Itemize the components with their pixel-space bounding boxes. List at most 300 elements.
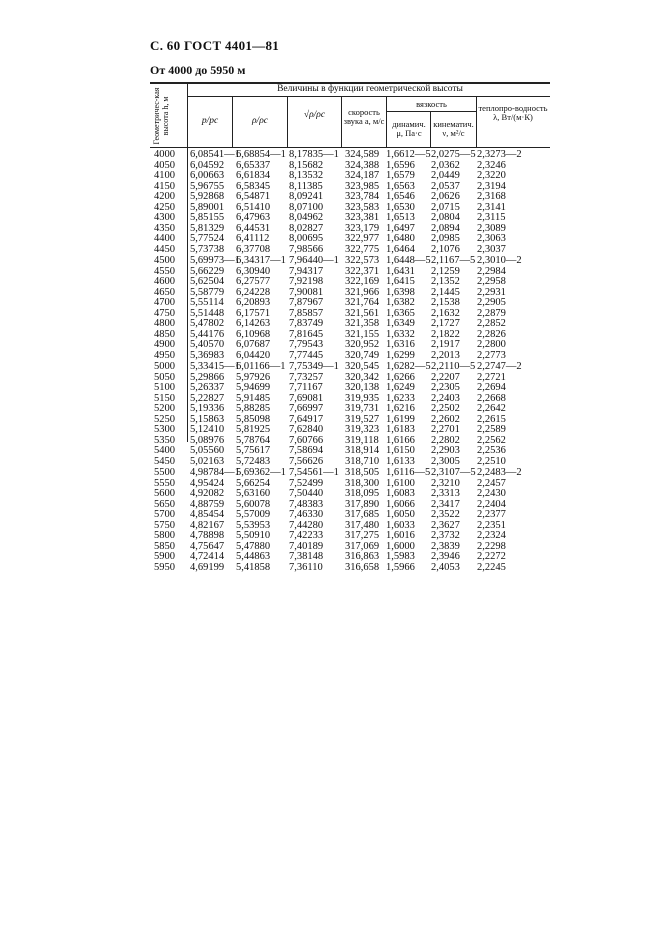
cell-rho: 6,07687	[236, 339, 271, 350]
cell-sqrt: 7,44280	[289, 519, 324, 531]
cell-rho: 6,58345	[236, 180, 271, 192]
cell-a: 322,775	[345, 243, 380, 255]
cell-rho: 5,85098	[236, 413, 271, 425]
cell-lam: 2,2879	[477, 307, 506, 319]
cell-p: 5,96755	[190, 180, 225, 192]
cell-nu: 2,1076	[431, 243, 460, 255]
cell-p: 5,29866	[190, 371, 225, 383]
cell-sqrt: 7,94317	[289, 265, 324, 277]
cell-lam: 2,2721	[477, 371, 506, 383]
col-thermal-label: теплопро-водность λ, Вт/(м·К)	[478, 103, 548, 122]
cell-h: 5100	[154, 382, 175, 393]
cell-nu: 2,4053	[431, 561, 460, 573]
cell-lam: 2,2510	[477, 455, 506, 467]
cell-mu: 1,6000	[386, 540, 415, 552]
cell-sqrt: 7,36110	[289, 561, 323, 573]
cell-nu: 2,2903	[431, 445, 460, 456]
cell-lam: 2,3037	[477, 243, 506, 255]
cell-a: 322,977	[345, 233, 380, 244]
cell-h: 5800	[154, 530, 175, 541]
cell-lam: 2,3089	[477, 222, 506, 234]
cell-mu: 1,6316	[386, 339, 415, 350]
cell-lam: 2,2931	[477, 286, 506, 298]
cell-h: 5450	[154, 455, 175, 467]
cell-sqrt: 8,17835—1	[289, 149, 339, 160]
cell-lam: 2,3220	[477, 170, 506, 181]
cell-p: 5,33415—1	[190, 361, 240, 372]
cell-lam: 2,3194	[477, 180, 506, 192]
cell-h: 5650	[154, 498, 175, 510]
cell-sqrt: 7,62840	[289, 424, 324, 435]
cell-h: 5300	[154, 424, 175, 435]
cell-sqrt: 7,46330	[289, 509, 324, 520]
cell-mu: 1,6133	[386, 455, 415, 467]
vrule-3	[287, 96, 288, 148]
cell-p: 5,22827	[190, 392, 225, 404]
cell-a: 318,300	[345, 477, 380, 489]
cell-a: 318,710	[345, 455, 380, 467]
cell-h: 5000	[154, 361, 175, 372]
cell-h: 4800	[154, 318, 175, 329]
cell-lam: 2,2773	[477, 349, 506, 361]
cell-rho: 6,20893	[236, 297, 271, 308]
cell-mu: 1,6282—5	[386, 361, 431, 372]
col-rho-label: ρ/ρс	[252, 116, 268, 126]
cell-nu: 2,2502	[431, 403, 460, 414]
cell-mu: 1,6579	[386, 170, 415, 181]
table-header-bottom-rule	[150, 147, 550, 148]
cell-mu: 1,6016	[386, 530, 415, 541]
cell-mu: 1,6546	[386, 191, 415, 202]
cell-nu: 2,0449	[431, 170, 460, 181]
cell-rho: 6,34317—1	[236, 255, 286, 266]
cell-sqrt: 7,66997	[289, 403, 324, 414]
cell-mu: 1,6116—5	[386, 467, 431, 478]
cell-p: 5,89001	[190, 201, 225, 213]
cell-h: 4100	[154, 170, 175, 181]
cell-p: 5,77524	[190, 233, 225, 244]
cell-lam: 2,2615	[477, 413, 506, 425]
cell-mu: 1,6216	[386, 403, 415, 414]
cell-a: 317,685	[345, 509, 380, 520]
vrule-1	[187, 82, 188, 442]
cell-a: 323,583	[345, 201, 380, 213]
col-alt-label: Геометричес-кая высота h, м	[152, 87, 170, 145]
cell-mu: 1,6233	[386, 392, 415, 404]
cell-h: 5550	[154, 477, 175, 489]
col-sqrt-label: √ρ/ρс	[303, 110, 326, 120]
cell-mu: 1,6332	[386, 328, 415, 340]
cell-rho: 6,24228	[236, 286, 271, 298]
cell-nu: 2,1538	[431, 297, 460, 308]
cell-rho: 5,57009	[236, 509, 271, 520]
cell-lam: 2,2984	[477, 265, 506, 277]
cell-mu: 1,6100	[386, 477, 415, 489]
cell-sqrt: 8,11385	[289, 180, 323, 192]
cell-lam: 2,3010—2	[477, 255, 522, 266]
cell-nu: 2,1445	[431, 286, 460, 298]
viscosity-rule	[386, 111, 476, 112]
cell-a: 318,095	[345, 488, 380, 499]
cell-p: 4,75647	[190, 540, 225, 552]
cell-sqrt: 7,81645	[289, 328, 324, 340]
cell-rho: 6,54871	[236, 191, 271, 202]
cell-lam: 2,3063	[477, 233, 506, 244]
cell-mu: 1,6349	[386, 318, 415, 329]
cell-a: 317,890	[345, 498, 380, 510]
cell-rho: 6,14263	[236, 318, 271, 329]
cell-lam: 2,2457	[477, 477, 506, 489]
cell-a: 316,658	[345, 561, 380, 573]
cell-rho: 5,97926	[236, 371, 271, 383]
cell-a: 319,731	[345, 403, 380, 414]
cell-h: 4550	[154, 265, 175, 277]
cell-p: 5,02163	[190, 455, 225, 467]
col-speed-label: скорость звука a, м/с	[343, 107, 385, 126]
cell-p: 5,58779	[190, 286, 225, 298]
cell-mu: 1,6066	[386, 498, 415, 510]
cell-mu: 1,6249	[386, 382, 415, 393]
page-header: С. 60 ГОСТ 4401—81	[150, 38, 280, 53]
cell-h: 4200	[154, 191, 175, 202]
cell-h: 4650	[154, 286, 175, 298]
cell-p: 5,26337	[190, 382, 225, 393]
cell-nu: 2,3005	[431, 455, 460, 467]
cell-mu: 1,6530	[386, 201, 415, 213]
page-subtitle: От 4000 до 5950 м	[150, 63, 246, 77]
cell-lam: 2,2800	[477, 339, 506, 350]
cell-p: 4,82167	[190, 519, 225, 531]
cell-sqrt: 7,64917	[289, 413, 324, 425]
cell-rho: 5,50910	[236, 530, 271, 541]
cell-nu: 2,0362	[431, 159, 460, 171]
cell-mu: 1,6497	[386, 222, 415, 234]
cell-rho: 5,63160	[236, 488, 271, 499]
cell-p: 5,51448	[190, 307, 225, 319]
cell-sqrt: 7,92198	[289, 276, 324, 287]
cell-nu: 2,0804	[431, 212, 460, 223]
cell-p: 5,47802	[190, 318, 225, 329]
cell-rho: 6,27577	[236, 276, 271, 287]
cell-mu: 1,6166	[386, 434, 415, 446]
cell-nu: 2,3627	[431, 519, 460, 531]
cell-mu: 1,6382	[386, 297, 415, 308]
cell-nu: 2,1822	[431, 328, 460, 340]
cell-p: 5,73738	[190, 243, 225, 255]
cell-p: 4,95424	[190, 477, 225, 489]
cell-p: 5,40570	[190, 339, 225, 350]
cell-p: 6,04592	[190, 159, 225, 171]
cell-a: 323,381	[345, 212, 380, 223]
vrule-4	[341, 96, 342, 148]
cell-lam: 2,2852	[477, 318, 506, 329]
cell-sqrt: 7,90081	[289, 286, 324, 298]
cell-mu: 1,6448—5	[386, 255, 431, 266]
cell-p: 4,92082	[190, 488, 225, 499]
cell-h: 4700	[154, 297, 175, 308]
cell-sqrt: 7,54561—1	[289, 467, 339, 478]
cell-sqrt: 7,50440	[289, 488, 324, 499]
cell-rho: 5,75617	[236, 445, 271, 456]
cell-a: 320,545	[345, 361, 380, 372]
cell-h: 5600	[154, 488, 175, 499]
cell-p: 5,69973—1	[190, 255, 240, 266]
cell-nu: 2,3107—5	[431, 467, 476, 478]
cell-sqrt: 7,71167	[289, 382, 323, 393]
cell-lam: 2,2536	[477, 445, 506, 456]
cell-h: 4150	[154, 180, 175, 192]
cell-lam: 2,2589	[477, 424, 506, 435]
cell-p: 4,78898	[190, 530, 225, 541]
cell-h: 4400	[154, 233, 175, 244]
cell-sqrt: 7,98566	[289, 243, 324, 255]
cell-mu: 1,6365	[386, 307, 415, 319]
cell-rho: 5,91485	[236, 392, 271, 404]
cell-sqrt: 7,83749	[289, 318, 324, 329]
cell-nu: 2,3946	[431, 551, 460, 562]
cell-a: 317,275	[345, 530, 380, 541]
cell-mu: 1,6050	[386, 509, 415, 520]
cell-sqrt: 7,77445	[289, 349, 324, 361]
cell-p: 5,81329	[190, 222, 225, 234]
cell-mu: 1,6199	[386, 413, 415, 425]
cell-p: 4,85454	[190, 509, 225, 520]
cell-sqrt: 7,75349—1	[289, 361, 339, 372]
cell-h: 4000	[154, 149, 175, 160]
cell-nu: 2,1632	[431, 307, 460, 319]
cell-p: 5,55114	[190, 297, 224, 308]
cell-p: 5,92868	[190, 191, 225, 202]
cell-a: 320,342	[345, 371, 380, 383]
cell-p: 5,62504	[190, 276, 225, 287]
cell-p: 5,36983	[190, 349, 225, 361]
cell-mu: 1,6033	[386, 519, 415, 531]
cell-mu: 1,6083	[386, 488, 415, 499]
cell-lam: 2,2958	[477, 276, 506, 287]
cell-sqrt: 8,13532	[289, 170, 324, 181]
vrule-7	[476, 96, 477, 148]
cell-sqrt: 7,79543	[289, 339, 324, 350]
cell-sqrt: 8,00695	[289, 233, 324, 244]
cell-sqrt: 8,15682	[289, 159, 324, 171]
cell-a: 317,069	[345, 540, 380, 552]
cell-nu: 2,3839	[431, 540, 460, 552]
cell-h: 5400	[154, 445, 175, 456]
cell-rho: 5,47880	[236, 540, 271, 552]
cell-p: 4,72414	[190, 551, 225, 562]
cell-rho: 6,30940	[236, 265, 271, 277]
cell-rho: 5,94699	[236, 382, 271, 393]
cell-sqrt: 8,04962	[289, 212, 324, 223]
cell-p: 5,19336	[190, 403, 225, 414]
cell-p: 5,44176	[190, 328, 225, 340]
cell-p: 4,69199	[190, 561, 225, 573]
cell-nu: 2,2013	[431, 349, 460, 361]
cell-lam: 2,2377	[477, 509, 506, 520]
cell-h: 4600	[154, 276, 175, 287]
cell-nu: 2,0985	[431, 233, 460, 244]
cell-h: 5150	[154, 392, 175, 404]
cell-a: 317,480	[345, 519, 380, 531]
cell-nu: 2,0715	[431, 201, 460, 213]
cell-rho: 6,04420	[236, 349, 271, 361]
cell-p: 6,08541—1	[190, 149, 240, 160]
cell-lam: 2,2404	[477, 498, 506, 510]
cell-h: 4050	[154, 159, 175, 171]
cell-p: 5,08976	[190, 434, 225, 446]
cell-nu: 2,2207	[431, 371, 460, 383]
group-header: Величины в функции геометрической высоты	[277, 84, 463, 94]
col-kin-label: кинематич. ν, м²/с	[433, 119, 474, 138]
cell-mu: 1,6299	[386, 349, 415, 361]
cell-nu: 2,0275—5	[431, 149, 476, 160]
cell-sqrt: 8,02827	[289, 222, 324, 234]
cell-sqrt: 7,56626	[289, 455, 324, 467]
cell-rho: 6,68854—1	[236, 149, 286, 160]
cell-lam: 2,2483—2	[477, 467, 522, 478]
cell-h: 5850	[154, 540, 175, 552]
cell-a: 319,527	[345, 413, 380, 425]
cell-mu: 1,6480	[386, 233, 415, 244]
cell-sqrt: 8,09241	[289, 191, 324, 202]
cell-mu: 1,6266	[386, 371, 415, 383]
cell-a: 321,966	[345, 286, 380, 298]
cell-lam: 2,2668	[477, 392, 506, 404]
cell-h: 4850	[154, 328, 175, 340]
cell-rho: 5,69362—1	[236, 467, 286, 478]
cell-a: 324,388	[345, 159, 380, 171]
cell-nu: 2,3417	[431, 498, 460, 510]
cell-sqrt: 7,69081	[289, 392, 324, 404]
cell-sqrt: 7,87967	[289, 297, 324, 308]
cell-a: 321,155	[345, 328, 380, 340]
cell-rho: 5,88285	[236, 403, 271, 414]
cell-a: 318,914	[345, 445, 380, 456]
cell-rho: 5,81925	[236, 424, 271, 435]
cell-lam: 2,2245	[477, 561, 506, 573]
cell-sqrt: 7,40189	[289, 540, 324, 552]
cell-h: 5050	[154, 371, 175, 383]
cell-mu: 1,5966	[386, 561, 415, 573]
cell-lam: 2,3115	[477, 212, 506, 223]
cell-rho: 6,10968	[236, 328, 271, 340]
cell-a: 322,371	[345, 265, 380, 277]
cell-mu: 1,6183	[386, 424, 415, 435]
cell-rho: 6,51410	[236, 201, 271, 213]
cell-h: 4900	[154, 339, 175, 350]
cell-nu: 2,1917	[431, 339, 460, 350]
cell-a: 324,187	[345, 170, 380, 181]
cell-sqrt: 7,96440—1	[289, 255, 339, 266]
cell-p: 4,98784—1	[190, 467, 240, 478]
cell-h: 4300	[154, 212, 175, 223]
cell-mu: 1,6464	[386, 243, 415, 255]
cell-lam: 2,2272	[477, 551, 506, 562]
cell-p: 6,00663	[190, 170, 225, 181]
cell-h: 5900	[154, 551, 175, 562]
cell-sqrt: 7,48383	[289, 498, 324, 510]
cell-h: 5750	[154, 519, 175, 531]
cell-a: 322,169	[345, 276, 380, 287]
cell-h: 4750	[154, 307, 175, 319]
cell-a: 316,863	[345, 551, 380, 562]
cell-sqrt: 7,85857	[289, 307, 324, 319]
cell-a: 320,138	[345, 382, 380, 393]
cell-rho: 6,01166—1	[236, 361, 286, 372]
cell-a: 320,749	[345, 349, 380, 361]
cell-a: 321,561	[345, 307, 380, 319]
cell-h: 5700	[154, 509, 175, 520]
cell-rho: 5,60078	[236, 498, 271, 510]
cell-mu: 1,5983	[386, 551, 415, 562]
group-header-rule	[187, 96, 550, 97]
cell-lam: 2,3141	[477, 201, 506, 213]
cell-lam: 2,2430	[477, 488, 506, 499]
cell-a: 323,985	[345, 180, 380, 192]
cell-p: 5,15863	[190, 413, 225, 425]
cell-lam: 2,2905	[477, 297, 506, 308]
cell-a: 323,179	[345, 222, 380, 234]
col-p-label: p/pс	[201, 116, 219, 126]
cell-sqrt: 7,42233	[289, 530, 324, 541]
cell-h: 4450	[154, 243, 175, 255]
cell-rho: 5,66254	[236, 477, 271, 489]
cell-p: 5,66229	[190, 265, 225, 277]
cell-mu: 1,6415	[386, 276, 415, 287]
cell-sqrt: 7,73257	[289, 371, 324, 383]
cell-nu: 2,0894	[431, 222, 460, 234]
cell-mu: 1,6150	[386, 445, 415, 456]
cell-lam: 2,2351	[477, 519, 506, 531]
cell-h: 4250	[154, 201, 175, 213]
cell-nu: 2,2602	[431, 413, 460, 425]
cell-sqrt: 7,60766	[289, 434, 324, 446]
cell-a: 320,952	[345, 339, 380, 350]
cell-rho: 6,41112	[236, 233, 270, 244]
cell-a: 323,784	[345, 191, 380, 202]
cell-p: 5,12410	[190, 424, 225, 435]
cell-rho: 5,78764	[236, 434, 271, 446]
cell-mu: 1,6612—5	[386, 149, 431, 160]
cell-rho: 6,17571	[236, 307, 271, 319]
cell-lam: 2,2826	[477, 328, 506, 340]
cell-nu: 2,2802	[431, 434, 460, 446]
cell-nu: 2,3522	[431, 509, 460, 520]
cell-nu: 2,2305	[431, 382, 460, 393]
cell-nu: 2,2701	[431, 424, 460, 435]
cell-mu: 1,6431	[386, 265, 415, 277]
cell-mu: 1,6596	[386, 159, 415, 171]
cell-mu: 1,6563	[386, 180, 415, 192]
cell-rho: 5,44863	[236, 551, 271, 562]
cell-p: 5,05560	[190, 445, 225, 456]
cell-nu: 2,3210	[431, 477, 460, 489]
cell-nu: 2,3732	[431, 530, 460, 541]
cell-h: 5350	[154, 434, 175, 446]
cell-h: 5500	[154, 467, 175, 478]
cell-nu: 2,2110—5	[431, 361, 476, 372]
cell-nu: 2,0626	[431, 191, 460, 202]
cell-lam: 2,2694	[477, 382, 506, 393]
cell-mu: 1,6398	[386, 286, 415, 298]
cell-nu: 2,1352	[431, 276, 460, 287]
cell-rho: 5,53953	[236, 519, 271, 531]
cell-sqrt: 7,38148	[289, 551, 324, 562]
cell-p: 4,88759	[190, 498, 225, 510]
cell-nu: 2,2403	[431, 392, 460, 404]
cell-a: 318,505	[345, 467, 380, 478]
cell-mu: 1,6513	[386, 212, 415, 223]
